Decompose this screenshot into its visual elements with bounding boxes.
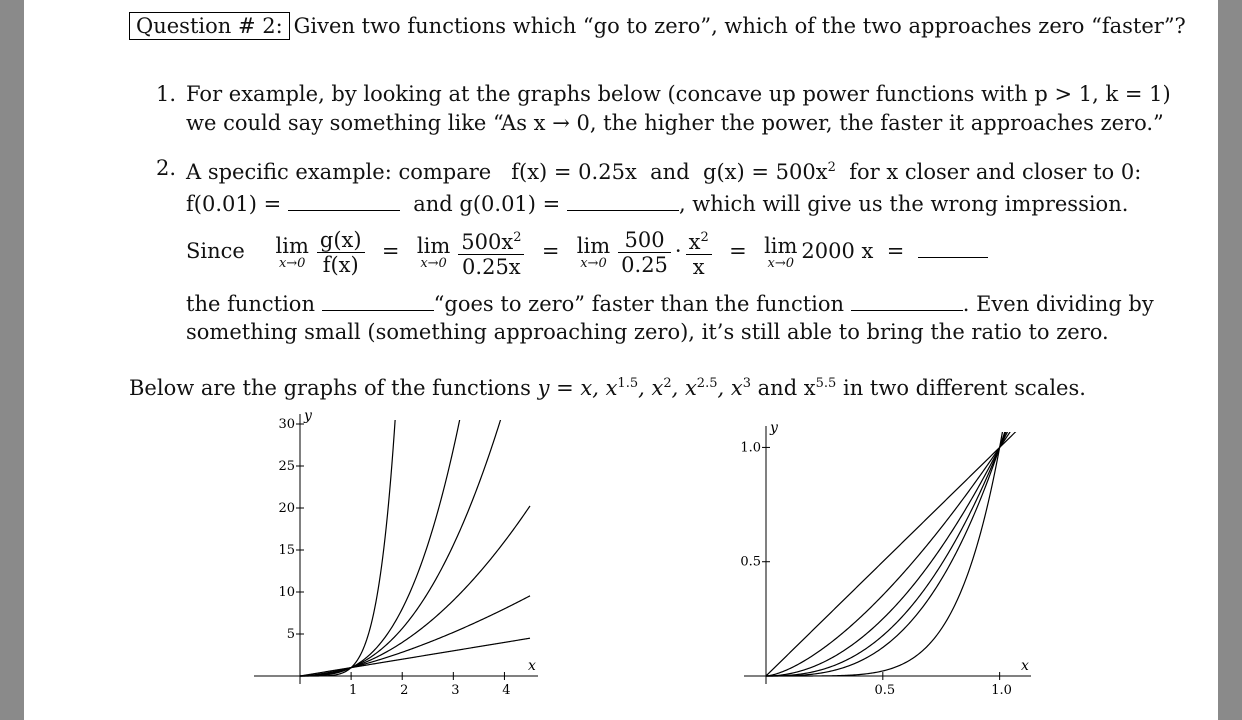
faster-function-blank: [322, 296, 434, 311]
frac3-num: 500: [618, 228, 671, 253]
frac2-exp: 2: [513, 230, 522, 245]
question-label: Question # 2:: [129, 12, 290, 40]
f-eval-blank: [288, 196, 400, 211]
caption-b: y = x, x: [537, 376, 618, 400]
question-header: [129, 12, 1186, 40]
fraction-500x2-over-025x: [458, 226, 524, 279]
lim-4-sub: x→0: [767, 256, 794, 271]
graphs-caption: [129, 371, 1086, 401]
caption-e55: 5.5: [815, 376, 837, 391]
y-tick-label: 25: [278, 459, 295, 474]
item2-line4: [186, 291, 1154, 317]
impression-text: , which will give us the wrong impression.: [678, 192, 1129, 216]
series-x: [300, 638, 530, 676]
y-axis-label: y: [304, 408, 312, 424]
equals-4: =: [886, 239, 905, 263]
x-axis-label: x: [528, 658, 536, 674]
lim-4-word: lim: [764, 234, 798, 258]
lim-1-sub: x→0: [278, 256, 306, 271]
item2-compare-text: A specific example: compare: [186, 160, 492, 184]
frac3-den: 0.25: [621, 253, 668, 277]
y-tick-label: 1.0: [740, 440, 761, 456]
frac4-num-text: x: [688, 230, 701, 254]
frac4-exp: 2: [700, 230, 709, 245]
series-x-1-5: [766, 412, 1023, 676]
chart-large-scale: [224, 408, 536, 700]
fraction-x2-over-x: [686, 226, 712, 279]
item1-line1: For example, by looking at the graphs below (concave up power functions with p > 1, k = 1): [186, 82, 1171, 106]
the-function-text: the function: [186, 292, 315, 316]
and-text: and: [650, 160, 690, 184]
chart-unit-scale: [714, 410, 1029, 700]
even-dividing-text: . Even dividing by: [962, 292, 1154, 316]
x-tick-label: 2: [400, 683, 409, 698]
frac4-den: x: [692, 255, 705, 279]
series-x-3: [766, 372, 1023, 676]
document-page: [24, 0, 1218, 720]
lim-2-sub: x→0: [420, 256, 447, 271]
y-tick-label: 5: [286, 627, 295, 642]
f-eval-text: f(0.01) =: [186, 192, 282, 216]
fraction-500-over-025: [618, 228, 671, 277]
since-text: Since: [186, 239, 245, 263]
lim-3-word: lim: [576, 234, 611, 258]
g-eval-text: and g(0.01) =: [413, 192, 561, 216]
frac2-num: [458, 226, 524, 255]
frac2-den: 0.25x: [462, 255, 521, 279]
g-definition: g(x) = 500x: [703, 160, 828, 184]
frac2-num-text: 500x: [461, 230, 514, 254]
lim-4: [764, 235, 797, 270]
caption-c: , x: [638, 376, 664, 400]
item1-line2: we could say something like “As x → 0, the higher the power, the faster it approaches zero.”: [186, 111, 1164, 135]
caption-e2: 2: [663, 376, 672, 391]
equals-1: =: [381, 239, 400, 263]
x-tick-label: 3: [451, 683, 460, 698]
caption-e: , x: [717, 376, 743, 400]
caption-e25: 2.5: [696, 376, 718, 391]
lim-1-word: lim: [275, 234, 309, 258]
series-x-2-5: [300, 315, 530, 676]
frac1-num: g(x): [317, 228, 365, 253]
x-tick-label: 0.5: [874, 683, 896, 698]
item2-line1: [186, 155, 1141, 185]
lim-2-word: lim: [416, 234, 451, 258]
series-x-1-5: [300, 596, 530, 676]
last-expression: 2000 x: [801, 239, 874, 263]
x-tick-label: 4: [502, 683, 511, 698]
caption-a: Below are the graphs of the functions: [129, 376, 531, 400]
closer-text: for x closer and closer to 0:: [849, 160, 1142, 184]
frac1-den: f(x): [322, 253, 359, 277]
question-text: Given two functions which “go to zero”, which of the two approaches zero “faster”?: [293, 14, 1186, 38]
series-x-2: [300, 506, 530, 676]
item1-number: 1.: [156, 82, 177, 106]
y-tick-label: 0.5: [740, 554, 761, 570]
y-tick-label: 30: [278, 417, 295, 432]
y-tick-label: 10: [278, 585, 295, 600]
series-x-2: [766, 399, 1023, 676]
equals-2: =: [541, 239, 560, 263]
slower-function-blank: [851, 296, 963, 311]
y-tick-label: 20: [278, 501, 295, 516]
g-exponent: 2: [827, 160, 836, 175]
caption-e3: 3: [742, 376, 751, 391]
item2-number: 2.: [156, 156, 177, 180]
x-tick-label: 1.0: [991, 683, 1012, 698]
fraction-g-over-f: [317, 228, 365, 277]
x-tick-label: 1: [348, 683, 358, 698]
caption-f: and x: [750, 376, 816, 400]
limit-blank: [918, 237, 988, 258]
x-axis-label: x: [1021, 658, 1029, 674]
goes-to-zero-text: “goes to zero” faster than the function: [433, 292, 845, 316]
y-tick-label: 15: [278, 543, 295, 558]
caption-g: in two different scales.: [836, 376, 1086, 400]
g-eval-blank: [567, 196, 679, 211]
lim-2: [417, 235, 450, 270]
limit-expression: [186, 226, 988, 279]
y-axis-label: y: [770, 420, 778, 436]
lim-3: [577, 235, 610, 270]
item2-line5: something small (something approaching zero), it’s still able to bring the ratio to zero.: [186, 320, 1109, 344]
item2-line2: [186, 191, 1128, 217]
frac4-num: [686, 226, 712, 255]
dot-operator: ·: [674, 239, 682, 263]
lim-1: [276, 235, 309, 270]
lim-3-sub: x→0: [580, 256, 607, 271]
f-definition: f(x) = 0.25x: [511, 160, 637, 184]
series-x-2-5: [766, 386, 1023, 676]
caption-e15: 1.5: [617, 376, 639, 391]
equals-3: =: [729, 239, 747, 263]
caption-d: , x: [671, 376, 697, 400]
